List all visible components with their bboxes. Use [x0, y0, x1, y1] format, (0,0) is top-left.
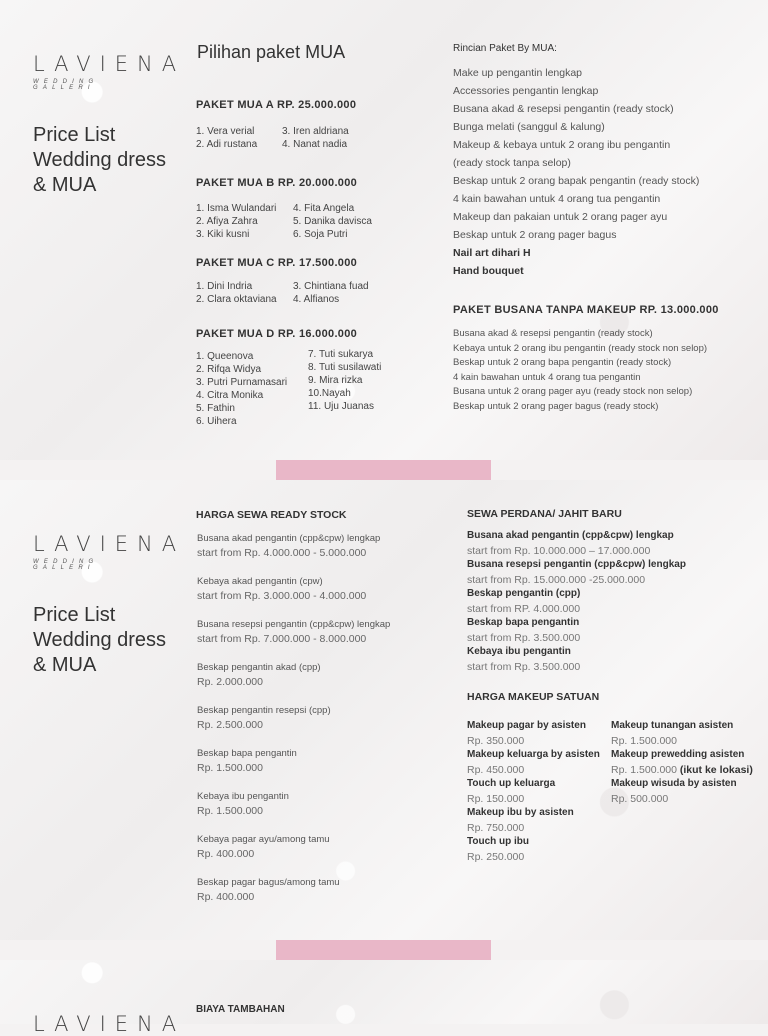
item-price: Rp. 450.000	[467, 763, 525, 776]
mua-name: 1. Isma Wulandari	[196, 203, 277, 214]
price-item	[467, 529, 686, 558]
makeup-item	[611, 777, 753, 806]
item-name: Kebaya akad pengantin (cpw)	[197, 576, 323, 587]
price-item	[197, 833, 390, 861]
logo-wordmark: LAVIENA	[33, 1012, 186, 1036]
busana-item: Beskap untuk 2 orang bapa pengantin (ready stock)	[453, 357, 672, 368]
item-price: Rp. 2.000.000	[197, 676, 263, 688]
mua-name: 9. Mira rizka	[308, 375, 363, 386]
package-d-title: PAKET MUA D RP. 16.000.000	[196, 328, 358, 340]
item-name: Busana resepsi pengantin (cpp&cpw) lengkap	[197, 619, 391, 630]
page-divider	[276, 940, 491, 960]
item-name: Makeup ibu by asisten	[467, 807, 574, 818]
price-item	[467, 645, 686, 674]
brand-logo	[33, 1012, 186, 1036]
busana-list	[453, 327, 707, 414]
brand-logo	[33, 532, 186, 571]
makeup-item	[611, 719, 753, 748]
item-price: start from Rp. 3.500.000	[467, 631, 581, 644]
item-price: Rp. 1.500.000	[197, 762, 263, 774]
mua-name: 1. Dini Indria	[196, 281, 253, 292]
item-note: (ikut ke lokasi)	[676, 763, 753, 776]
price-page-3	[0, 960, 768, 1036]
price-item	[467, 587, 686, 616]
biaya-tambahan-title: BIAYA TAMBAHAN	[196, 1004, 285, 1015]
item-name: Beskap pengantin resepsi (cpp)	[197, 705, 331, 716]
package-b-col1	[196, 202, 276, 241]
mua-name: 4. Fita Angela	[293, 203, 355, 214]
ready-stock-list	[197, 532, 390, 919]
mua-name: 3. Chintiana fuad	[293, 281, 369, 292]
package-c-col1	[196, 280, 277, 306]
item-name: Makeup wisuda by asisten	[611, 778, 737, 789]
item-price: Rp. 1.500.000	[611, 734, 677, 747]
mua-name: 1. Queenova	[196, 351, 254, 362]
item-price: Rp. 400.000	[197, 891, 255, 903]
package-a-col1	[196, 125, 257, 151]
item-name: Makeup pagar by asisten	[467, 720, 586, 731]
page-divider	[276, 460, 491, 480]
mua-name: 2. Afiya Zahra	[196, 216, 258, 227]
rincian-item: Beskap untuk 2 orang pager bagus	[453, 229, 617, 241]
package-c-title: PAKET MUA C RP. 17.500.000	[196, 257, 358, 269]
heading-line: Wedding dress	[33, 149, 167, 171]
heading-line: & MUA	[33, 174, 97, 196]
heading-line: & MUA	[33, 654, 97, 676]
mua-name: 3. Iren aldriana	[282, 126, 349, 137]
item-name: Makeup keluarga by asisten	[467, 749, 600, 760]
package-d-col1	[196, 350, 287, 428]
item-name: Beskap pengantin (cpp)	[467, 588, 581, 599]
makeup-item	[467, 748, 600, 777]
logo-tagline: WEDDING GALLERI	[33, 79, 99, 91]
busana-item: Kebaya untuk 2 orang ibu pengantin (ready stock non selop)	[453, 342, 708, 354]
ready-stock-title: HARGA SEWA READY STOCK	[196, 509, 347, 521]
logo-wordmark: LAVIENA	[33, 52, 186, 76]
package-b-col2	[293, 202, 372, 241]
item-price: Rp. 350.000	[467, 734, 525, 747]
makeup-list-col2	[611, 719, 753, 806]
item-name: Beskap pengantin akad (cpp)	[197, 662, 321, 673]
rincian-item: Busana akad & resepsi pengantin (ready stock)	[453, 103, 674, 115]
rincian-item: Nail art dihari H	[453, 247, 531, 259]
item-name: Beskap bapa pengantin	[467, 617, 580, 628]
item-name: Makeup tunangan asisten	[611, 720, 734, 731]
item-name: Kebaya ibu pengantin	[197, 791, 289, 802]
price-item	[197, 876, 390, 904]
page-title: Pilihan paket MUA	[197, 42, 346, 62]
item-price: start from Rp. 7.000.000 - 8.000.000	[197, 633, 367, 645]
makeup-item	[467, 777, 600, 806]
rincian-item: 4 kain bawahan untuk 4 orang tua pengantin	[453, 193, 661, 205]
item-name: Beskap pagar bagus/among tamu	[197, 877, 340, 888]
item-price: Rp. 750.000	[467, 821, 525, 834]
price-item	[467, 616, 686, 645]
rincian-item: Makeup & kebaya untuk 2 orang ibu pengantin	[453, 139, 671, 151]
item-price: Rp. 500.000	[611, 792, 669, 805]
mua-name: 2. Rifqa Widya	[196, 364, 262, 375]
item-name: Busana akad pengantin (cpp&cpw) lengkap	[467, 530, 674, 541]
mua-name: 4. Citra Monika	[196, 390, 264, 401]
heading-line: Price List	[33, 124, 116, 146]
mua-name: 7. Tuti sukarya	[308, 349, 374, 360]
item-name: Busana resepsi pengantin (cpp&cpw) lengkap	[467, 559, 686, 570]
item-name: Beskap bapa pengantin	[197, 748, 297, 759]
rincian-list	[453, 64, 699, 280]
item-price: Rp. 250.000	[467, 850, 525, 863]
busana-item: Busana untuk 2 orang pager ayu (ready stock non selop)	[453, 386, 693, 397]
package-c-col2	[293, 280, 369, 306]
mua-name: 4. Nanat nadia	[282, 139, 348, 150]
package-a-title: PAKET MUA A RP. 25.000.000	[196, 99, 357, 111]
rincian-item: Accessories pengantin lengkap	[453, 85, 599, 97]
mua-name: 10.Nayah	[308, 388, 351, 399]
rincian-item: Beskap untuk 2 orang bapak pengantin (ready stock)	[453, 175, 700, 187]
makeup-item	[467, 806, 600, 835]
price-item	[197, 661, 390, 689]
busana-item: Beskap untuk 2 orang pager bagus (ready stock)	[453, 400, 659, 412]
package-b-title: PAKET MUA B RP. 20.000.000	[196, 177, 358, 189]
logo-tagline: WEDDING GALLERI	[33, 559, 99, 571]
mua-name: 8. Tuti susilawati	[308, 362, 382, 373]
rincian-item: Bunga melati (sanggul & kalung)	[453, 121, 605, 133]
makeup-item	[611, 748, 753, 777]
item-price: Rp. 2.500.000	[197, 719, 263, 731]
heading-line: Price List	[33, 604, 116, 626]
rincian-item: Makeup dan pakaian untuk 2 orang pager ayu	[453, 211, 668, 223]
item-name: Touch up ibu	[467, 836, 530, 847]
perdana-title: SEWA PERDANA/ JAHIT BARU	[467, 508, 622, 520]
rincian-title: Rincian Paket By MUA:	[453, 43, 557, 54]
item-name: Makeup prewedding asisten	[611, 749, 745, 760]
item-name: Busana akad pengantin (cpp&cpw) lengkap	[197, 533, 381, 544]
package-a-col2	[282, 125, 349, 151]
mua-name: 4. Alfianos	[293, 294, 340, 305]
mua-name: 5. Fathin	[196, 403, 235, 414]
price-item	[197, 747, 390, 775]
price-item	[197, 532, 390, 560]
package-d-col2	[308, 348, 381, 413]
price-item	[197, 704, 390, 732]
mua-name: 3. Kiki kusni	[196, 229, 250, 240]
price-item	[467, 558, 686, 587]
logo-wordmark: LAVIENA	[33, 532, 186, 556]
price-list-heading	[33, 123, 173, 198]
brand-logo	[33, 52, 186, 91]
item-price: start from RP. 4.000.000	[467, 602, 581, 615]
busana-package-title: PAKET BUSANA TANPA MAKEUP RP. 13.000.000	[453, 304, 719, 316]
item-price: Rp. 400.000	[197, 848, 255, 860]
mua-name: 2. Clara oktaviana	[196, 294, 277, 305]
item-price: start from Rp. 10.000.000 – 17.000.000	[467, 544, 651, 557]
rincian-item: Hand bouquet	[453, 265, 524, 277]
item-price: Rp. 150.000	[467, 792, 525, 805]
price-item	[197, 575, 390, 603]
rincian-item: (ready stock tanpa selop)	[453, 157, 571, 169]
price-list-heading	[33, 603, 173, 678]
heading-line: Wedding dress	[33, 629, 167, 651]
item-price: start from Rp. 3.000.000 - 4.000.000	[197, 590, 367, 602]
makeup-item	[467, 719, 600, 748]
item-price: start from Rp. 15.000.000 -25.000.000	[467, 573, 646, 586]
makeup-item	[467, 835, 600, 864]
price-page-2	[0, 480, 768, 940]
item-name: Kebaya pagar ayu/among tamu	[197, 834, 330, 845]
item-price: Rp. 1.500.000	[197, 805, 263, 817]
mua-name: 2. Adi rustana	[196, 139, 258, 150]
item-price: Rp. 1.500.000 (ikut ke lokasi)	[611, 763, 753, 776]
price-item	[197, 790, 390, 818]
rincian-item: Make up pengantin lengkap	[453, 67, 583, 79]
item-name: Touch up keluarga	[467, 778, 556, 789]
mua-name: 5. Danika davisca	[293, 216, 372, 227]
busana-item: Busana akad & resepsi pengantin (ready stock)	[453, 328, 653, 339]
mua-name: 1. Vera verial	[196, 126, 255, 137]
mua-name: 6. Uihera	[196, 416, 237, 427]
perdana-list	[467, 529, 686, 674]
makeup-list-col1	[467, 719, 600, 864]
mua-name: 11. Uju Juanas	[308, 401, 374, 412]
mua-name: 6. Soja Putri	[293, 229, 348, 240]
mua-name: 3. Putri Purnamasari	[196, 377, 288, 388]
item-price: start from Rp. 4.000.000 - 5.000.000	[197, 547, 367, 559]
item-price: start from Rp. 3.500.000	[467, 660, 581, 673]
price-item	[197, 618, 390, 646]
item-name: Kebaya ibu pengantin	[467, 646, 571, 657]
price-page-1	[0, 0, 768, 460]
busana-item: 4 kain bawahan untuk 4 orang tua pengantin	[453, 371, 641, 383]
makeup-satuan-title: HARGA MAKEUP SATUAN	[467, 691, 600, 703]
